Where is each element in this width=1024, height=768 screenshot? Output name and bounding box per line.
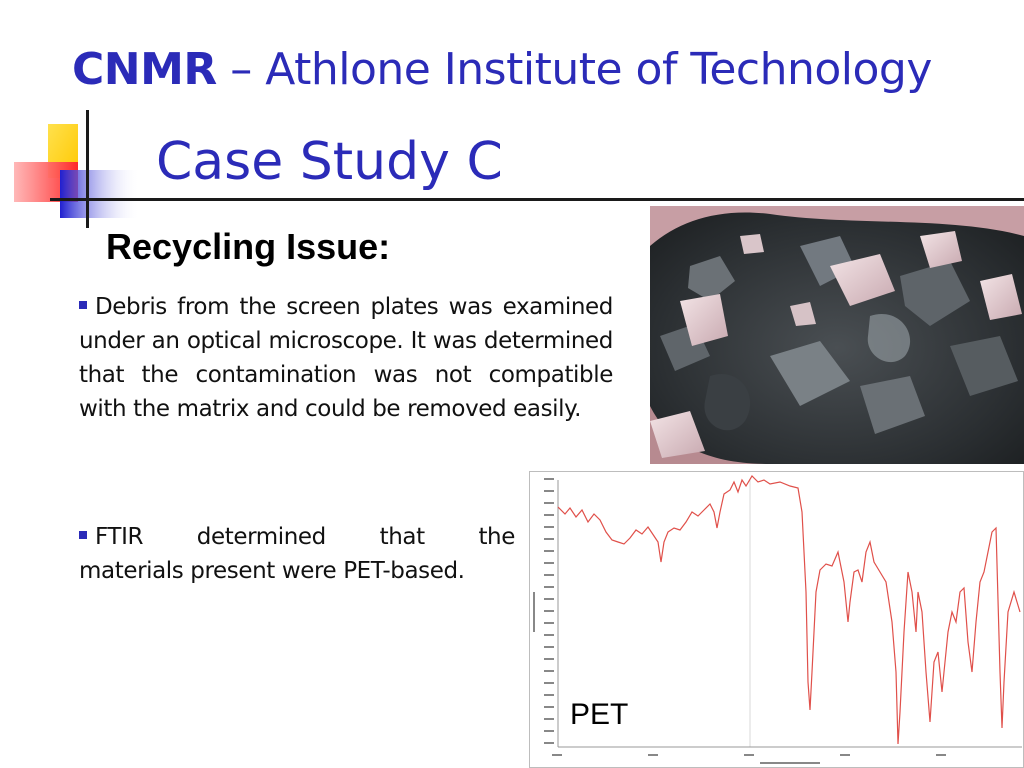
bullet-text-second: materials present were PET-based. <box>79 558 465 584</box>
bullet-text: Debris from the screen plates was examined under an optical microscope. It was determined that the contamination was not compatible with the matrix and could be removed easily. <box>79 294 613 422</box>
microscope-photo-image <box>650 206 1024 464</box>
bullet-square-icon <box>79 301 87 309</box>
bullet-item-ftir <box>79 520 515 588</box>
bullet-square-icon <box>79 531 87 539</box>
spectrum-label: PET <box>570 698 629 731</box>
bullet-text-first: FTIR determined that the <box>95 524 515 550</box>
slide-title <box>72 44 932 95</box>
title-brand: CNMR <box>72 44 217 95</box>
section-heading: Recycling Issue: <box>106 226 391 267</box>
bullet-item-microscope <box>79 290 613 426</box>
title-institute: – Athlone Institute of Technology <box>216 44 932 95</box>
title-divider <box>50 198 1024 201</box>
case-study-title: Case Study C <box>156 132 503 192</box>
